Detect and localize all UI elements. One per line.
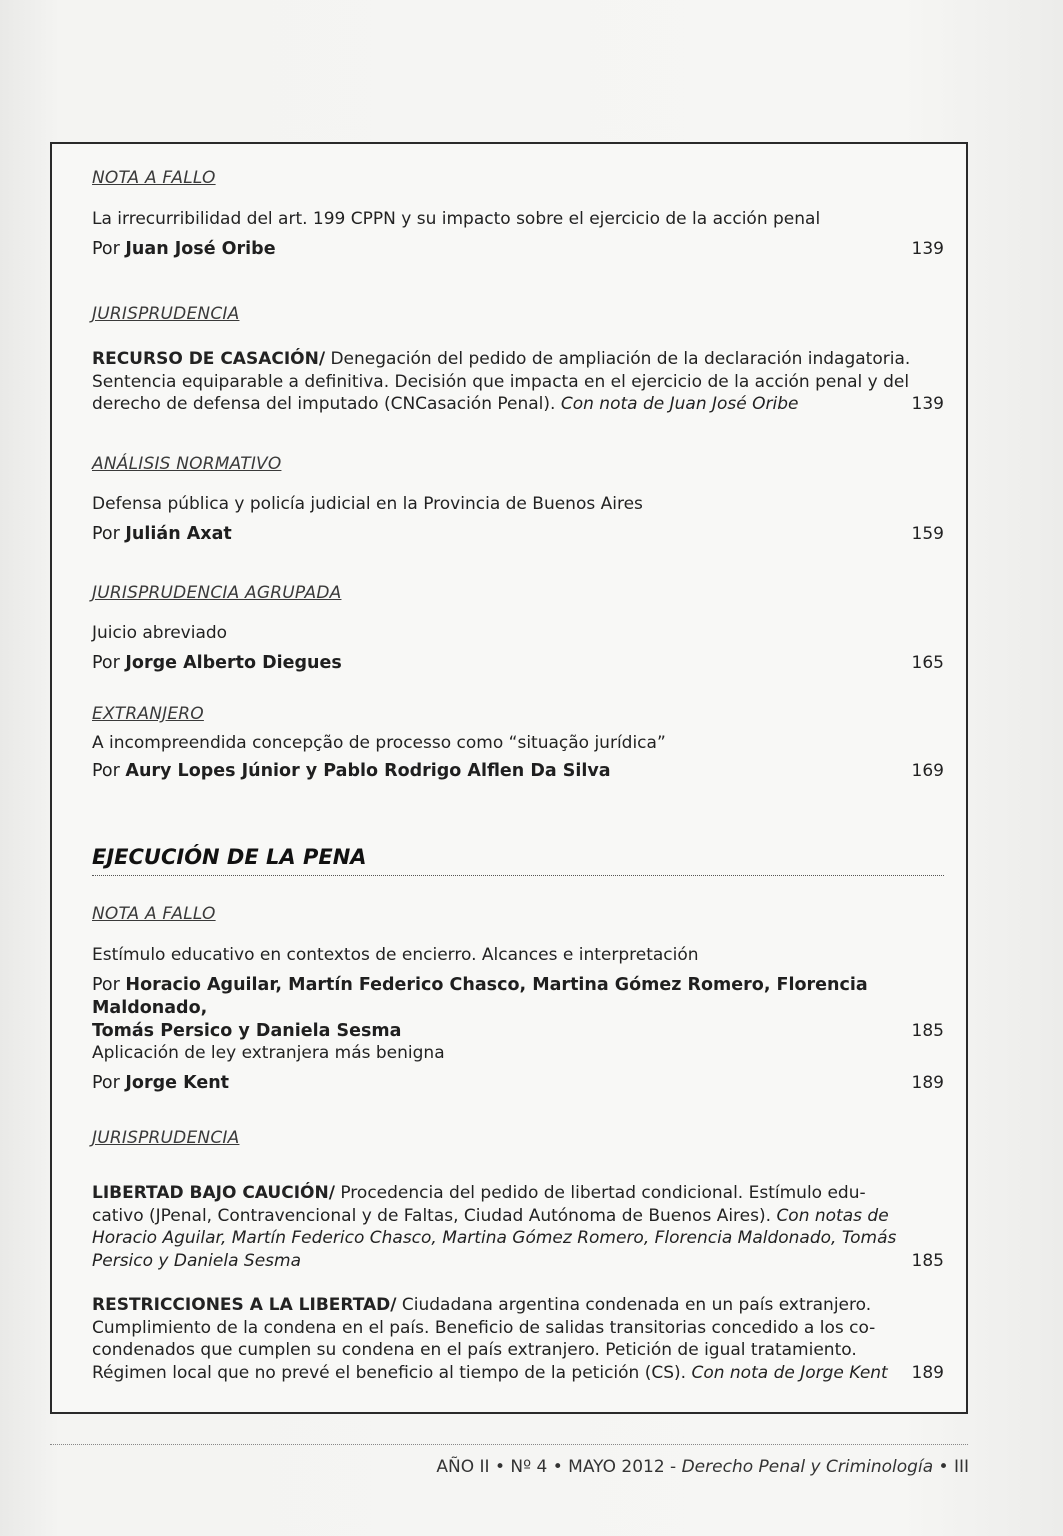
toc-entry-ley-extranjera	[92, 1042, 944, 1095]
entry-author-line	[92, 1072, 944, 1095]
entry-title: Estímulo educativo en contextos de encierro. Alcances e interpretación	[92, 945, 699, 965]
entry-line: cativo (JPenal, Contravencional y de Faltas, Ciudad Autónoma de Buenos Aires).	[92, 1205, 772, 1226]
section-label: JURISPRUDENCIA	[92, 304, 240, 324]
entry-note: Persico y Daniela Sesma	[92, 1250, 301, 1271]
author-name: Jorge Alberto Diegues	[125, 652, 342, 673]
page-footer	[436, 1457, 969, 1477]
author-name: Julián Axat	[125, 523, 232, 544]
page-number: 189	[911, 1072, 944, 1093]
page-number: 185	[911, 1250, 944, 1271]
entry-line: Procedencia del pedido de libertad condicional. Estímulo edu-	[340, 1183, 866, 1203]
entry-heading: RECURSO DE CASACIÓN/	[92, 349, 326, 369]
page-number: 189	[911, 1362, 944, 1383]
section-label: NOTA A FALLO	[92, 904, 216, 924]
entry-author-line	[92, 523, 944, 546]
entry-title: Juicio abreviado	[92, 623, 228, 643]
page-number: 165	[911, 652, 944, 673]
entry-line: condenados que cumplen su condena en el país extranjero. Petición de igual tratamiento.	[92, 1340, 857, 1360]
by-label: Por	[92, 238, 120, 259]
entry-text	[92, 1294, 944, 1384]
entry-title: Defensa pública y policía judicial en la Provincia de Buenos Aires	[92, 494, 643, 514]
toc-entry-nota-a-fallo-1	[92, 168, 944, 261]
entry-note: Horacio Aguilar, Martín Federico Chasco, Martina Gómez Romero, Florencia Maldonado, Tomás	[92, 1228, 897, 1248]
entry-heading: RESTRICCIONES A LA LIBERTAD/	[92, 1295, 397, 1315]
entry-author-line	[92, 760, 944, 783]
entry-heading: LIBERTAD BAJO CAUCIÓN/	[92, 1183, 335, 1203]
toc-entry-jurisprudencia-agrupada	[92, 583, 944, 675]
entry-note: Con nota de Juan José Oribe	[560, 394, 799, 414]
author-name: Juan José Oribe	[125, 238, 276, 259]
section-label: EXTRANJERO	[92, 704, 204, 724]
entry-line: Ciudadana argentina condenada en un país extranjero.	[401, 1295, 872, 1315]
footer-issue: AÑO II • Nº 4 • MAYO 2012 -	[436, 1457, 677, 1477]
section-label: JURISPRUDENCIA	[92, 1128, 240, 1148]
entry-line: Denegación del pedido de ampliación de la declaración indagatoria.	[330, 349, 911, 369]
entry-author-line	[92, 974, 944, 1043]
footer-journal: Derecho Penal y Criminología	[681, 1457, 934, 1477]
entry-last-line	[92, 1362, 944, 1385]
entry-line: derecho de defensa del imputado (CNCasación Penal).	[92, 394, 556, 414]
entry-last-line	[92, 1250, 944, 1273]
toc-entry-libertad-bajo-caucion	[92, 1182, 944, 1272]
toc-entry-extranjero	[92, 704, 944, 783]
entry-note: Con notas de	[776, 1205, 889, 1226]
entry-line: Cumplimiento de la condena en el país. Beneficio de salidas transitorias concedido a los co-	[92, 1317, 876, 1338]
heading-divider	[92, 875, 944, 876]
footer-page-number: • III	[938, 1457, 969, 1477]
entry-note: Con nota de Jorge Kent	[691, 1362, 888, 1383]
by-label: Por	[92, 1072, 120, 1093]
table-of-contents-box	[50, 142, 968, 1414]
section-heading-ejecucion: EJECUCIÓN DE LA PENA	[92, 845, 367, 869]
entry-author-line	[92, 238, 944, 261]
page-number: 139	[911, 394, 944, 414]
author-name: Aury Lopes Júnior y Pablo Rodrigo Alflen Da Silva	[125, 760, 611, 781]
author-names: Tomás Persico y Daniela Sesma	[92, 1020, 402, 1041]
entry-author-line	[92, 652, 944, 675]
entry-line: Sentencia equiparable a definitiva. Decisión que impacta en el ejercicio de la acción penal y del	[92, 371, 910, 392]
author-name: Jorge Kent	[125, 1072, 230, 1093]
entry-text	[92, 348, 944, 416]
by-label: Por	[92, 652, 120, 673]
entry-line: Régimen local que no prevé el beneficio al tiempo de la petición (CS).	[92, 1362, 687, 1383]
author-names: Horacio Aguilar, Martín Federico Chasco, Martina Gómez Romero, Florencia Maldonado,	[92, 974, 868, 1018]
entry-title: Aplicación de ley extranjera más benigna	[92, 1043, 445, 1063]
entry-text	[92, 1182, 944, 1272]
page-number: 185	[911, 1020, 944, 1041]
toc-entry-nota-a-fallo-2	[92, 904, 944, 1043]
entry-title: La irrecurribilidad del art. 199 CPPN y su impacto sobre el ejercicio de la acción penal	[92, 209, 821, 229]
toc-entry-analisis-normativo	[92, 454, 944, 546]
section-label: NOTA A FALLO	[92, 168, 216, 188]
entry-last-line	[92, 393, 944, 416]
toc-entry-jurisprudencia-1	[92, 304, 944, 416]
page-number: 139	[911, 238, 944, 259]
by-label: Por	[92, 974, 120, 995]
toc-entry-restricciones-libertad	[92, 1294, 944, 1384]
by-label: Por	[92, 760, 120, 781]
entry-title: A incompreendida concepção de processo como “situação jurídica”	[92, 733, 666, 753]
page-number: 169	[911, 760, 944, 781]
toc-label-jurisprudencia-2	[92, 1128, 944, 1148]
by-label: Por	[92, 523, 120, 544]
section-label: ANÁLISIS NORMATIVO	[92, 454, 282, 474]
footer-divider	[50, 1444, 968, 1445]
page-number: 159	[911, 523, 944, 544]
section-label: JURISPRUDENCIA AGRUPADA	[92, 583, 342, 603]
